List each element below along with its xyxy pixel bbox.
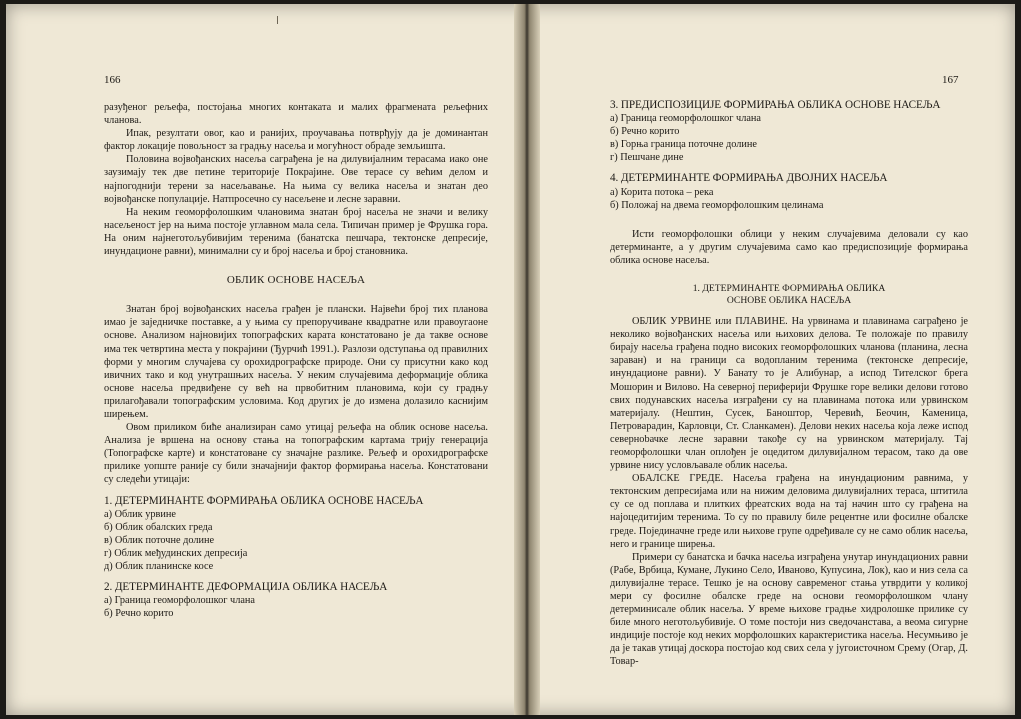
list-item: д) Облик планинске косе bbox=[104, 561, 214, 572]
list-item: а) Корита потока – река bbox=[610, 186, 714, 198]
list-item: б) Речно корито bbox=[104, 608, 174, 620]
left-page bbox=[6, 4, 514, 715]
book-spread bbox=[6, 4, 1015, 715]
paragraph: разуђеног рељефа, постојања многих контаката и малих фрагмената рељефних чланова. bbox=[104, 102, 488, 127]
paragraph: Примери су банатска и бачка насеља изграђена унутар инундационих равни (Рабе, Врбица, Кумане, Лукино Село, Иваново, Купусина, Лок), као и низ села са дилувијалне терасе. Тешко је на основу савременог стања утврдити у коликој мери су фосилне обалске греде на основи геоморфолошком члану детерминисале облик насеља. У време њихове градње хидролошке прилике су биле много неготољубивије. О томе постоји низ сведочанстава, а веома сигурне индиције постоје код неких морфолошких карактеристика насеља. Несумњиво је да је такав утицај доскора постојао код свих села у југоисточном Срему (Огар, Д. Товар- bbox=[610, 551, 968, 668]
list-item: в) Горња граница поточне долине bbox=[610, 139, 758, 151]
list-item: г) Облик међудинских депресија bbox=[104, 547, 248, 559]
paragraph: Исти геоморфолошки облици у неким случајевима деловали су као детерминанте, а у другим случајевима само као предиспозиције формирања облика основе насеља. bbox=[610, 228, 968, 266]
list-title: 4. ДЕТЕРМИНАНТЕ ФОРМИРАЊА ДВОЈНИХ НАСЕЉА bbox=[610, 172, 888, 185]
paragraph: Половина војвођанских насеља саграђена је на дилувијалним терасама иако оне заузимају тек две петине територије Покрајине. Ове терасе су већим делом и најпогоднији терени за насељавање. На њима су велика насеља и знатан део војвођанске популације. Натпросечно су насељене и лесне заравни. bbox=[104, 154, 488, 205]
paragraph: На неким геоморфолошким члановима знатан број насеља не значи и велику насељеност јер на њима постоје углавном мала села. Типичан пример је Фрушка гора. На оним најнеготољубивијим теренима (банатска пешчара, тектонске депресије, инундационе равни), минимални су и број насеља и број становника. bbox=[104, 206, 488, 258]
list-item: в) Облик поточне долине bbox=[104, 534, 215, 546]
list-item: а) Граница геоморфолошког члана bbox=[610, 113, 761, 125]
list-item: б) Облик обалских греда bbox=[104, 521, 213, 533]
list-item: б) Положај на двема геоморфолошким целинама bbox=[610, 199, 824, 211]
subsection-heading-line2: ОСНОВЕ ОБЛИКА НАСЕЉА bbox=[726, 295, 852, 307]
subsection-heading-line1: 1. ДЕТЕРМИНАНТЕ ФОРМИРАЊА ОБЛИКА bbox=[692, 283, 886, 295]
page-number: 166 bbox=[104, 74, 121, 86]
right-page bbox=[540, 4, 1015, 715]
paragraph: Овом приликом биће анализиран само утицај рељефа на облик основе насеља. Анализа је вршена на основу стања на топографским картама трију генерација (Топографске карте) и констатоване су значајне разлике. Рељеф и орохидрографске прилике уопште раније су били значајнији фактор формирања насеља. Констатовани су следећи утицаји: bbox=[104, 422, 488, 486]
paragraph: Ипак, резултати овог, као и ранијих, проучавања потврђују да је доминантан фактор локације повољност за градњу насеља и могућност обраде земљишта. bbox=[104, 128, 488, 153]
paragraph: ОБАЛСКЕ ГРЕДЕ. Насеља грађена на инундационим равнима, у тектонским депресијама или на нижим деловима дилувијалних тераса, штитила су се од поплава и плитких фреатских вода на тај начин што су грађена на најоцедитијим теренима. То су по правилу биле рецентне или фосилне обалске греде. Појединачне греде или њихове групе одређивале су не само облик насеља, него и границе ширења. bbox=[610, 473, 968, 550]
paragraph: Знатан број војвођанских насеља грађен је плански. Највећи број тих планова имао је заједничке поставке, а у њима су препоручиване квадратне или правоугаоне основе. Анализом најновијих топографских карата констатовано је да такве основе има тек четвртина места у покрајини (Ђурчић 1991.). Разлози одступања од правилних форми у многим случајева су орохидрографске природе. Они су присутни како код ивичних тако и код унутрашњих насеља. У неким случајевима деформације облика основе насеља предвиђене су већ на првобитним плановима, који су градњу прилагођавали топографским условима. Код других је до измена долазило касниjим ширењем. bbox=[104, 304, 488, 420]
section-heading: ОБЛИК ОСНОВЕ НАСЕЉА bbox=[226, 274, 366, 287]
paragraph: ОБЛИК УРВИНЕ или ПЛАВИНЕ. На урвинама и плавинама саграђено је неколико војвођанских насеља или њихових делова. Те положаје по правилу бирају насеља грађена подно високих геоморфолошких чланова (планина, лесна зараван) и на граници са водопланим теренима (тектонске депресије, инундационе равни). У Банату то је Алибунар, а испод Тителског брега Мошорин и Вилово. На северној периферији Фрушке горе велики делови готово свих подунавских насеља изграђени су на плавинама потока или урвинском материјалу. (Нештин, Сусек, Баноштор, Черевић, Беочин, Каменица, Петроварадин, Карловци, Ст. Сланкамен). Делови неких насеља која леже испод северноbачке лесне заравни такође су на урвинском материјалу. Тај геоморфолошки члан оплођен је оцедитом дилувијалном терасом, тако да ове урвине нису условљавале облик насеља. bbox=[610, 316, 968, 472]
list-item: а) Граница геоморфолошког члана bbox=[104, 595, 255, 607]
list-title: 1. ДЕТЕРМИНАНТЕ ФОРМИРАЊА ОБЛИКА ОСНОВЕ НАСЕЉА bbox=[104, 494, 424, 507]
list-item: г) Пешчане дине bbox=[610, 152, 684, 164]
list-item: а) Облик урвине bbox=[104, 508, 176, 520]
book-gutter bbox=[514, 4, 540, 715]
page-number: 167 bbox=[942, 74, 959, 86]
list-title: 2. ДЕТЕРМИНАНТЕ ДЕФОРМАЦИЈА ОБЛИКА НАСЕЉА bbox=[104, 581, 388, 594]
list-item: б) Речно корито bbox=[610, 126, 680, 138]
left-page-text bbox=[104, 101, 488, 620]
right-page-text bbox=[610, 99, 968, 669]
list-title: 3. ПРЕДИСПОЗИЦИЈЕ ФОРМИРАЊА ОБЛИКА ОСНОВЕ НАСЕЉА bbox=[610, 99, 941, 111]
